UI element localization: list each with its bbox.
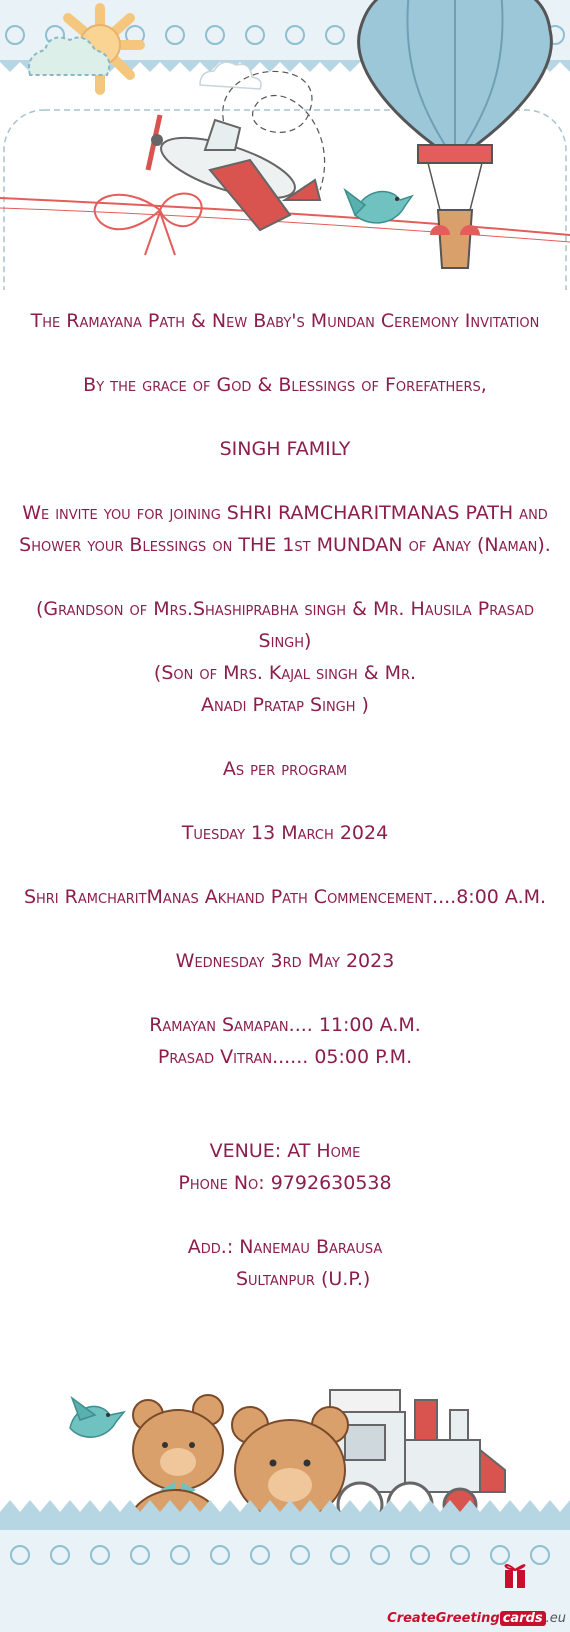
address-line2: Sultanpur (U.P.) bbox=[199, 1268, 371, 1290]
invite-text: We invite you for joining SHRI RAMCHARITMANAS PATH and Shower your Blessings on THE 1st MUNDAN of Anay (Naman). bbox=[19, 502, 551, 556]
grace-line: By the grace of God & Blessings of Forefathers, bbox=[83, 374, 487, 396]
family-name: SINGH FAMILY bbox=[219, 438, 351, 460]
phone-number: Phone No: 9792630538 bbox=[178, 1172, 392, 1194]
venue: VENUE: AT Home bbox=[209, 1140, 361, 1162]
program-label: As per program bbox=[222, 758, 348, 780]
ribbon-bow-icon bbox=[0, 194, 570, 255]
brand-name: CreateGreeting bbox=[387, 1611, 500, 1626]
prasad-vitran: Prasad Vitran...... 05:00 P.M. bbox=[157, 1046, 413, 1068]
event-day1: Tuesday 13 March 2024 bbox=[181, 822, 389, 844]
bottom-illustration bbox=[0, 1370, 570, 1632]
path-commencement: Shri RamcharitManas Akhand Path Commencement....8:00 A.M. bbox=[23, 886, 547, 908]
hot-air-balloon-icon bbox=[359, 0, 552, 268]
brand-logo[interactable] bbox=[387, 1611, 566, 1626]
grandson-of: (Grandson of Mrs.Shashiprabha singh & Mr. Hausila Prasad Singh) bbox=[35, 598, 534, 652]
brand-suffix: cards bbox=[500, 1611, 546, 1626]
son-of-line1: (Son of Mrs. Kajal singh & Mr. bbox=[153, 662, 417, 684]
ramayan-samapan: Ramayan Samapan.... 11:00 A.M. bbox=[149, 1014, 421, 1036]
invitation-title: The Ramayana Path & New Baby's Mundan Ceremony Invitation bbox=[30, 310, 540, 332]
address-line1: Add.: Nanemau Barausa bbox=[187, 1236, 383, 1258]
son-of-line2: Anadi Pratap Singh ) bbox=[201, 694, 369, 716]
event-day2: Wednesday 3rd May 2023 bbox=[175, 950, 395, 972]
airplane-icon bbox=[148, 115, 320, 230]
invitation-text bbox=[18, 305, 552, 1295]
brand-tld: .eu bbox=[545, 1611, 566, 1626]
top-illustration bbox=[0, 0, 570, 290]
bird-icon bbox=[70, 1398, 124, 1437]
